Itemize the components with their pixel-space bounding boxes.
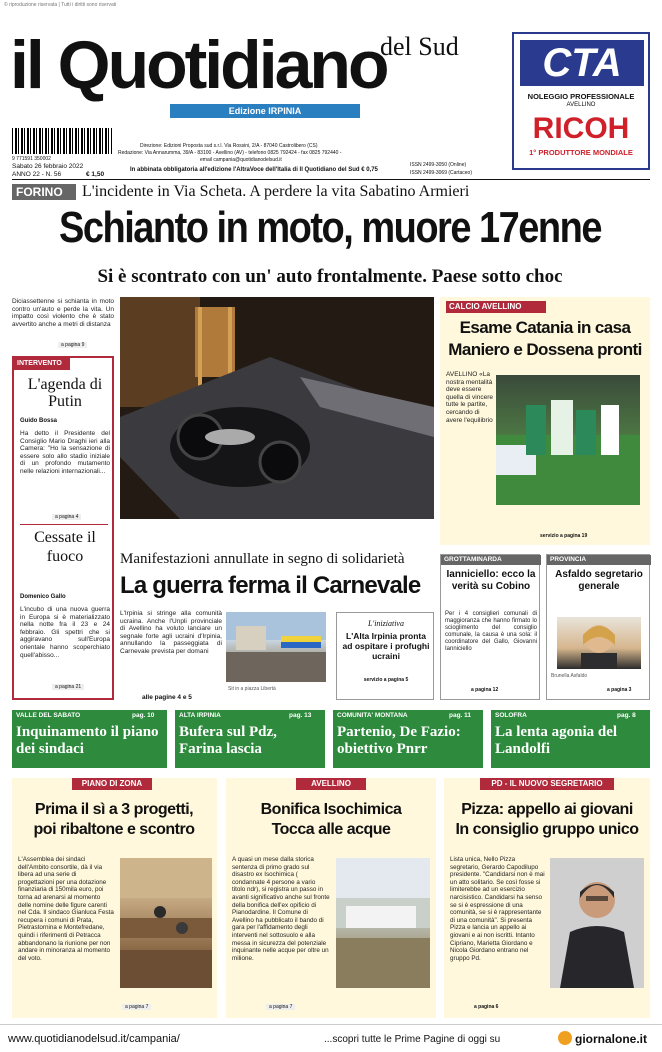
guerra-side-ref[interactable]: servizio a pagina 5 [363,677,409,683]
green-box-page: pag. 8 [617,712,636,719]
ad-line1: NOLEGGIO PROFESSIONALE [527,92,635,101]
masthead-title: il Quotidiano [10,27,387,103]
man-portrait-image [550,858,644,988]
guerra-side-kicker: L'iniziativa [368,619,404,628]
bottom-story-body: Lista unica, Nello Pizza segretario, Gerardo Capodilupo presidente. "Candidarsi non è mai un atto solitario. Se così fosse si limiterebbe ad un esercizio narcisistico. Candidarsi ha senso se si è espressione di una comunità, se si è rappresentante di una comunità". Si presenta Pizza e lancia un appello ai giovani e ai non iscritti. Intanto Cipriano, Marietta Giordano e Nicola Giordano entrano nel gruppo Pd. [450,856,545,962]
intervento-ref[interactable]: a pagina 4 [52,514,81,520]
calcio-tag: CALCIO AVELLINO [446,301,546,313]
provincia-tag: PROVINCIA [547,555,651,565]
guerra-photo [226,612,326,682]
giornalone-logo-icon [558,1031,572,1045]
cta-logo: CTA [520,40,644,86]
green-box-title: Inquinamento il piano dei sindaci [16,724,159,757]
green-box-3[interactable] [333,710,483,768]
green-box-title: La lenta agonia del Landolfi [495,724,618,757]
bottom-story-body: A quasi un mese dalla storica sentenza di primo grado sul disastro ex Isochimica ( condannate 4 persone a vario titolo ndr), si registra un passo in avanti significativo anche sul fronte della bonifica dell'ex opificio di Pianodardine. Il Comune di Avellino ha pubblicato il bando di gara per l'affidamento degli interventi nel sottosuolo e alla messa in sicurezza del potenziale inquinante nelle acque per oltre un milione. [232,856,330,962]
grottaminarda-box [440,554,540,700]
grottaminarda-body: Per i 4 consiglieri comunali di maggioranza che hanno firmato lo scioglimento del consiglio comunale, la causa è una sola: il coordinatore del Gallo, Giovanni Ianniciello [445,611,537,652]
grottaminarda-ref[interactable]: a pagina 12 [471,687,499,693]
masthead [10,20,500,130]
bottom-story-headline-2[interactable]: Tocca alle acque [271,821,391,838]
council-meeting-image [120,858,212,988]
lead-ref[interactable]: a pagina 9 [58,342,87,348]
green-box-page: pag. 13 [289,712,312,719]
issn-online: ISSN 2499-3050 (Online) [410,162,467,168]
price: € 1,50 [86,171,105,178]
provincia-headline[interactable]: Asfaldo segretario generale [555,569,643,592]
bottom-story-ref[interactable]: a pagina 7 [122,1004,151,1010]
bottom-story-1 [12,778,217,1018]
bottom-story-photo [336,858,430,988]
ricoh-logo: RICOH [532,112,630,145]
lead-body: Diciassettenne si schianta in moto contro un'auto e perde la vita. Un impatto così violento che è stato avvertito anche a metri di distanza [12,298,114,328]
motorcycle-scene-image [120,297,434,519]
issn-print: ISSN 2499-3069 (Cartaceo) [410,170,472,176]
industrial-site-image [336,858,430,988]
green-box-4[interactable] [491,710,650,768]
bottom-story-photo [550,858,644,988]
intervento-author2: Domenico Gallo [20,594,66,600]
lead-overline: L'incidente in Via Scheta. A perdere la vita Sabatino Armieri [82,183,470,200]
green-box-tag: ALTA IRPINIA [179,712,221,719]
intervento-box [12,356,114,700]
bottom-story-photo [120,858,212,988]
provincia-ref[interactable]: a pagina 3 [607,687,632,693]
publisher-line3: email campania@quotidianodelsud.it [200,157,282,163]
guerra-side-headline[interactable]: L'Alta Irpinia pronta ad ospitare i profughi ucraini [342,631,430,661]
crowd-square-image [226,612,326,682]
green-box-2[interactable] [175,710,325,768]
intervento-body: Ha detto il Presidente del Consiglio Mario Draghi ieri alla Camera: "Ho la sensazione di essere solo allo stadio iniziale di un profondo mutamento nelle relazioni internazionali... [20,430,110,475]
lead-headline[interactable]: Schianto in moto, muore 17enne [59,204,601,253]
bottom-story-tag: PIANO DI ZONA [72,778,152,790]
football-players-image [496,375,640,505]
bottom-story-headline-1[interactable]: Bonifica Isochimica [260,801,402,818]
ad-line3: 1° PRODUTTORE MONDIALE [529,148,633,157]
woman-portrait-image [557,617,641,669]
provincia-box [546,554,650,700]
footer-url[interactable]: www.quotidianodelsud.it/campania/ [8,1033,180,1045]
bottom-story-headline-1[interactable]: Prima il sì a 3 progetti, [34,801,194,818]
lead-photo [120,297,434,519]
intervento-ref2[interactable]: a pagina 21 [52,684,84,690]
calcio-ref[interactable]: servizio a pagina 19 [540,533,588,539]
footer [0,1024,662,1052]
bottom-story-headline-2[interactable]: poi ribaltone e scontro [33,821,195,838]
copyright-line: © riproduzione riservata | Tutti i diritti sono riservati [4,2,117,8]
guerra-ref[interactable]: alle pagine 4 e 5 [142,694,192,701]
bottom-story-tag: AVELLINO [296,778,366,790]
green-box-title: Bufera sul Pdz, Farina lascia [179,724,277,757]
calcio-box [440,297,650,545]
intervento-title[interactable]: L'agenda di Putin [27,376,103,410]
barcode-number: 9 771591 350002 [12,156,51,162]
guerra-caption: Sit in a piazza Libertà [228,686,276,692]
green-box-1[interactable] [12,710,167,768]
edition-banner: Edizione IRPINIA [170,104,360,118]
green-box-tag: VALLE DEL SABATO [16,712,81,719]
lead-kicker: FORINO [12,184,76,200]
provincia-photo [557,617,641,669]
green-box-tag: COMUNITA' MONTANA [337,712,408,719]
issue-date: Sabato 26 febbraio 2022 [12,163,84,170]
green-box-page: pag. 11 [449,712,472,719]
ad-line2: AVELLINO [566,102,596,108]
header-divider [12,179,650,180]
bottom-story-tag: PD - IL NUOVO SEGRETARIO [480,778,614,790]
intervento-author: Guido Bossa [20,418,58,424]
green-box-tag: SOLOFRA [495,712,527,719]
lead-subhead: Si è scontrato con un' auto frontalmente. Paese sotto choc [97,266,563,287]
provincia-caption: Brunella Asfaldo [551,673,588,679]
green-box-page: pag. 10 [132,712,155,719]
intervento-title2[interactable]: Cessate il fuoco [34,529,96,565]
guerra-body: L'Irpinia si stringe alla comunità ucraina. Anche l'Unpli provinciale di Avellino ha voluto lanciare un segnale forte agli ucraini d'Irpinia, annullando la passeggiata di Carnevale prevista per domani [120,610,222,655]
bottom-story-ref[interactable]: a pagina 7 [266,1004,295,1010]
bundle-note: In abbinata obbligatoria all'edizione l'AltraVoce dell'Italia di Il Quotidiano del Sud € 0,75 [130,167,378,173]
bottom-story-3 [444,778,650,1018]
footer-promo: ...scopri tutte le Prime Pagine di oggi su [324,1034,501,1045]
green-box-title: Partenio, De Fazio: obiettivo Pnrr [337,724,461,757]
grottaminarda-headline[interactable]: Ianniciello: ecco la verità su Cobino [446,569,536,592]
bottom-story-headline-1[interactable]: Pizza: appello ai giovani [461,801,633,818]
intervento-tag: INTERVENTO [14,358,70,370]
publisher-line2: Redazione: Via Annarumma, 39/A - 83100 - Avellino (AV) - telefono 0825 792424 - fax 0825 792440 - [118,150,342,156]
intervento-body2: L'incubo di una nuova guerra in Europa si è materializzato nella notte fra il 23 e 24 febbraio. Gli spettri che si aggiravano sull'Europa orientale hanno scoperchiato quell'abisso... [20,606,110,659]
bottom-story-body: L'Assemblea dei sindaci dell'Ambito consortile, dà il via libera ad una serie di progettazioni per una dotazione finanziaria di 150mila euro, poi torna ad arenarsi al momento delle nomine delle figure carenti nel Cda. Il sindaco Gianluca Festa recupera i comuni di Prata, Pietrastornina e Montefredane, quindi i riferimenti di Petracca abbandonano la riunione per non andare in minoranza al momento del voto. [18,856,114,962]
calcio-photo [496,375,640,505]
issue-number: ANNO 22 - N. 56 [12,171,62,178]
bottom-story-ref[interactable]: a pagina 6 [474,1004,499,1010]
footer-brand[interactable]: giornalone.it [575,1032,647,1046]
guerra-overline: Manifestazioni annullate in segno di solidarietà [120,551,405,567]
bottom-story-headline-2[interactable]: In consiglio gruppo unico [455,821,639,838]
barcode [12,128,112,154]
guerra-side-box [336,612,434,700]
grottaminarda-tag: GROTTAMINARDA [441,555,541,565]
bottom-story-2 [226,778,436,1018]
calcio-body: AVELLINO «La nostra mentalità deve essere quella di vincere tutte le partite, cercando di avere l'equilibrio [446,371,493,424]
publisher-line1: Direzione: Edizioni Proposta sud s.r.l. Via Rossini, 2/A - 87040 Castrolibero (CS) [140,143,318,149]
masthead-subtitle: del Sud [380,32,459,61]
calcio-headline[interactable]: Esame Catania in casa Maniero e Dossena pronti [448,318,642,359]
guerra-headline[interactable]: La guerra ferma il Carnevale [120,572,421,599]
ad-cta-ricoh[interactable] [512,32,650,170]
